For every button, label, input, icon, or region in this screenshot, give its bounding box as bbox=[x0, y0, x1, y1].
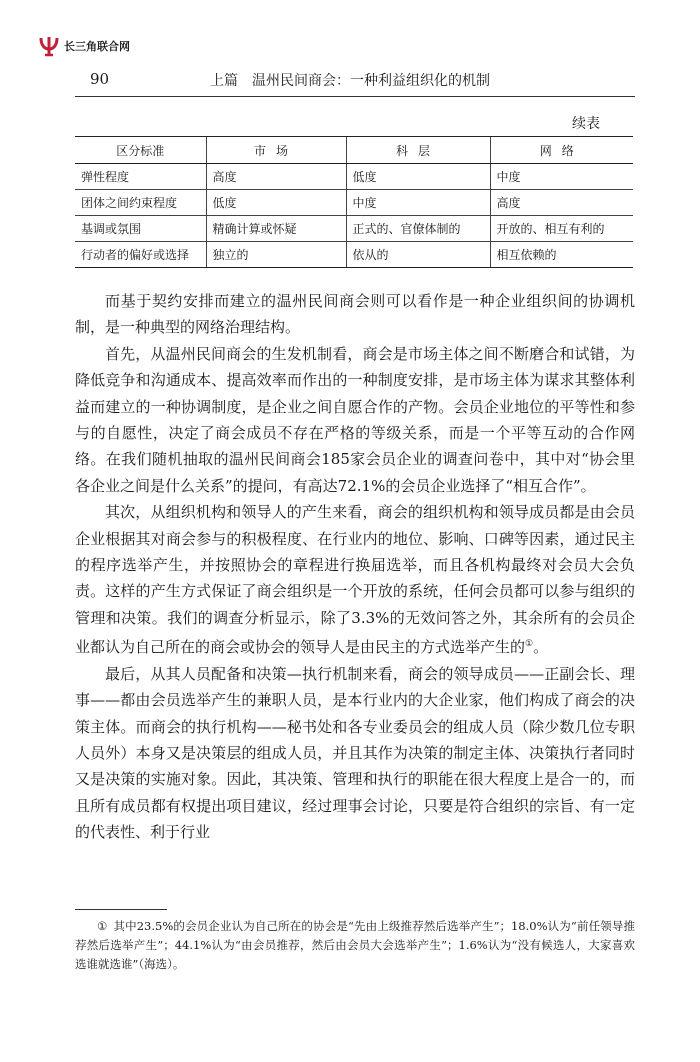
table-cell: 弹性程度 bbox=[75, 164, 206, 190]
site-logo bbox=[38, 35, 130, 57]
footnote bbox=[75, 917, 635, 974]
table-cell: 中度 bbox=[490, 164, 633, 190]
table-cell: 独立的 bbox=[206, 242, 346, 268]
paragraph: 首先，从温州民间商会的生发机制看，商会是市场主体之间不断磨合和试错，为降低竞争和沟通成本、提高效率而作出的一种制度安排，是市场主体为谋求其整体利益而建立的一种协调制度，是企业之间自愿合作的产物。会员企业地位的平等性和参与的自愿性，决定了商会成员不存在严格的等级关系，而是一个平等互动的合作网络。在我们随机抽取的温州民间商会185家会员企业的调查问卷中，其中对“协会里各企业之间是什么关系”的提问，有高达72.1%的会员企业选择了“相互合作”。 bbox=[75, 344, 635, 495]
table-cell: 低度 bbox=[346, 164, 490, 190]
table-cell: 依从的 bbox=[346, 242, 490, 268]
paragraph-text: 其次，从组织机构和领导人的产生来看，商会的组织机构和领导成员都是由会员企业根据其对商会参与的积极程度、在行业内的地位、影响、口碑等因素，通过民主的程序选举产生，并按照协会的章程进行换届选举，而且各机构最终对会员大会负责。这样的产生方式保证了商会组织是一个开放的系统，任何会员都可以参与组织的管理和决策。我们的调查分析显示，除了3.3%的无效问答之外，其余所有的会员企业都认为自己所在的商会或协会的领导人是由民主的方式选举产生的 bbox=[75, 503, 635, 657]
paragraph: 而基于契约安排而建立的温州民间商会则可以看作是一种企业组织间的协调机制，是一种典型的网络治理结构。 bbox=[75, 292, 635, 337]
footnote-reference[interactable]: ① bbox=[525, 639, 534, 650]
table-cell: 高度 bbox=[206, 164, 346, 190]
table-cell: 中度 bbox=[346, 190, 490, 216]
table-header-cell: 网络 bbox=[490, 137, 633, 164]
table-cell: 相互依赖的 bbox=[490, 242, 633, 268]
table-header-cell: 科层 bbox=[346, 137, 490, 164]
table-cell: 开放的、相互有利的 bbox=[490, 216, 633, 242]
table-row bbox=[75, 242, 633, 268]
running-title: 上篇 温州民间商会：一种利益组织化的机制 bbox=[210, 73, 490, 89]
paragraph-end: 。 bbox=[533, 638, 549, 657]
table-header-cell: 市场 bbox=[206, 137, 346, 164]
continued-label: 续表 bbox=[572, 116, 600, 132]
table-cell: 低度 bbox=[206, 190, 346, 216]
header-rule bbox=[75, 96, 635, 97]
table-row bbox=[75, 164, 633, 190]
logo-text: 长三角联合网 bbox=[64, 40, 130, 53]
table-row bbox=[75, 190, 633, 216]
comparison-table bbox=[75, 136, 633, 268]
paragraph bbox=[75, 499, 635, 660]
table-cell: 团体之间约束程度 bbox=[75, 190, 206, 216]
footnote-text: 其中23.5%的会员企业认为自己所在的协会是“先由上级推荐然后选举产生”；18.0%认为“前任领导推荐然后选举产生”；44.1%认为“由会员推荐，然后由会员大会选举产生”；1.6%认为“没有候选人，大家喜欢选谁就选谁”（海选）。 bbox=[75, 919, 635, 971]
paragraph: 最后，从其人员配备和决策—执行机制来看，商会的领导成员——正副会长、理事——都由会员选举产生的兼职人员，是本行业内的大企业家，他们构成了商会的决策主体。而商会的执行机构——秘书处和各专业委员会的组成人员（除少数几位专职人员外）本身又是决策层的组成人员，并且其作为决策的制定主体、决策执行者同时又是决策的实施对象。因此，其决策、管理和执行的职能在很大程度上是合一的，而且所有成员都有权提出项目建议，经过理事会讨论，只要是符合组织的宗旨、有一定的代表性、利于行业 bbox=[75, 664, 635, 842]
table-cell: 精确计算或怀疑 bbox=[206, 216, 346, 242]
table-header-row bbox=[75, 137, 633, 164]
table-header-cell: 区分标准 bbox=[75, 137, 206, 164]
page-number: 90 bbox=[90, 70, 110, 88]
table-cell: 正式的、官僚体制的 bbox=[346, 216, 490, 242]
footnote-mark: ① bbox=[97, 919, 108, 933]
trident-logo-icon bbox=[38, 35, 60, 57]
table-cell: 行动者的偏好或选择 bbox=[75, 242, 206, 268]
table-cell: 高度 bbox=[490, 190, 633, 216]
table-cell: 基调或氛围 bbox=[75, 216, 206, 242]
footnote-rule bbox=[75, 909, 167, 910]
body-text bbox=[75, 288, 635, 846]
table-row bbox=[75, 216, 633, 242]
